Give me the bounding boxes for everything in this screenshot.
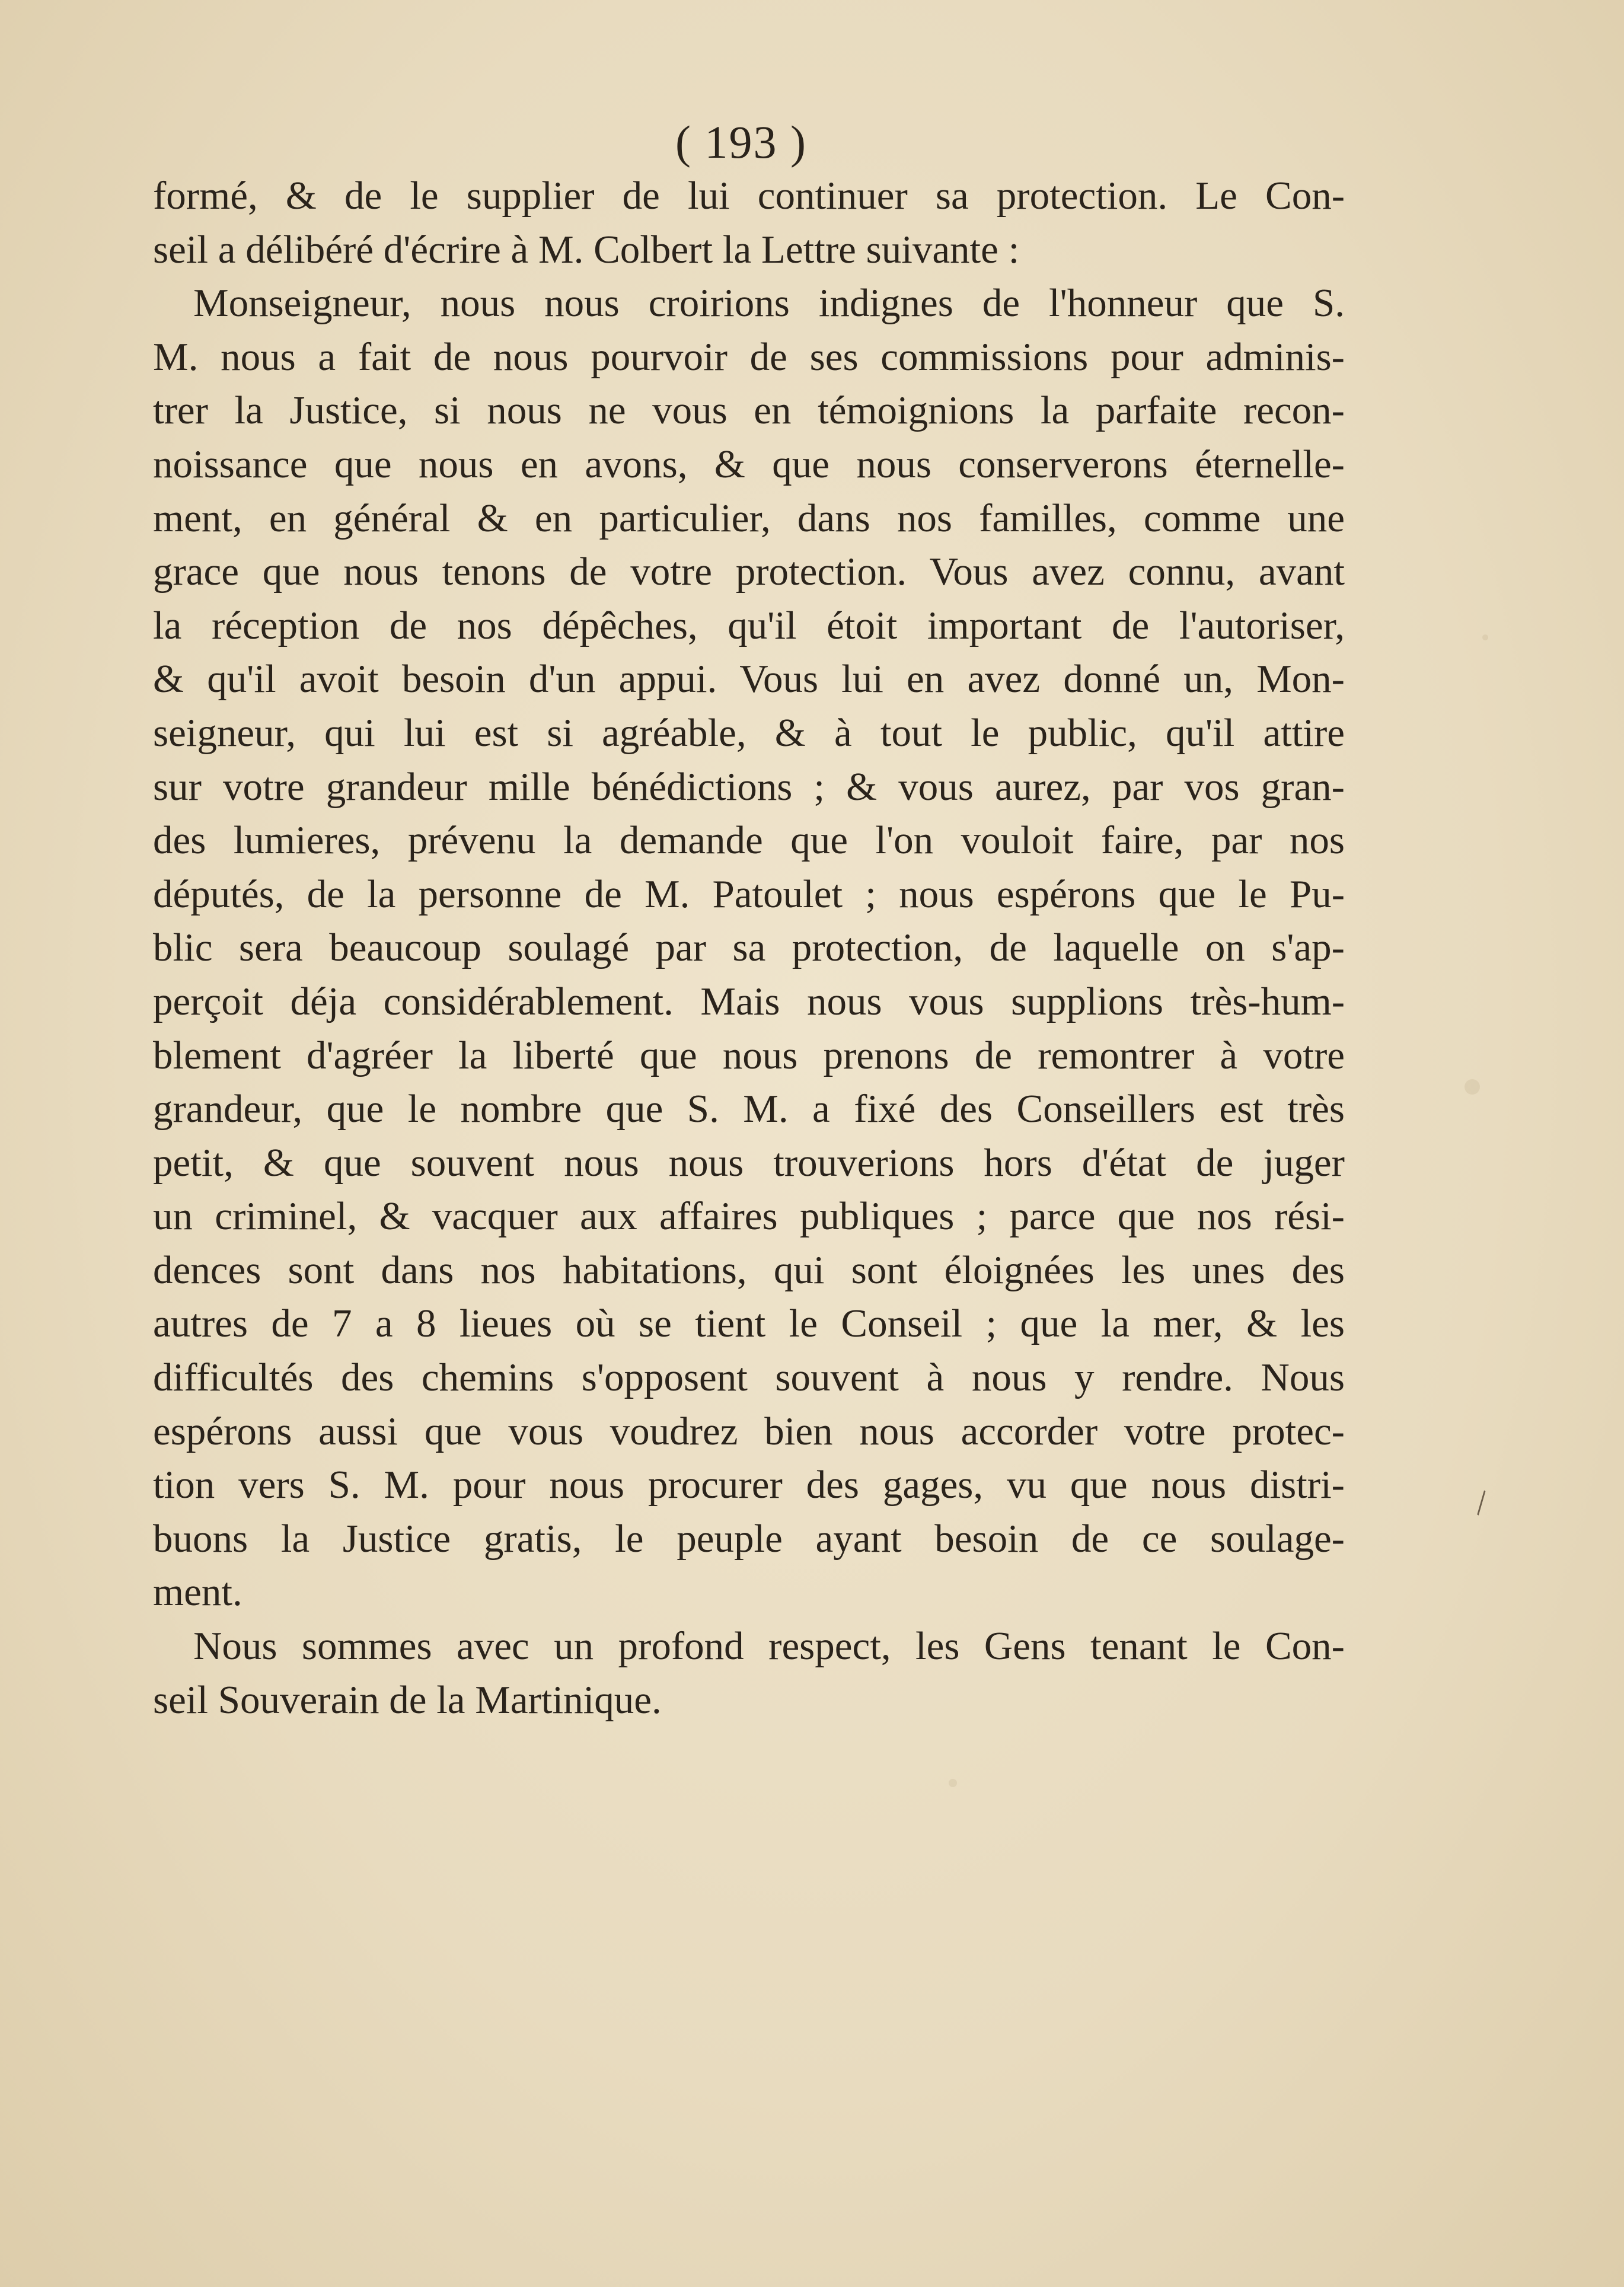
body-text	[153, 169, 1345, 1727]
text-line: espérons aussi que vous voudrez bien nous accorder votre protec-	[153, 1409, 1345, 1453]
text-line: tion vers S. M. pour nous procurer des gages, vu que nous distri-	[153, 1463, 1345, 1507]
text-line: buons la Justice gratis, le peuple ayant besoin de ce soulage-	[153, 1516, 1345, 1561]
text-line: formé, & de le supplier de lui continuer sa protection. Le Con-	[153, 174, 1345, 218]
text-line: trer la Justice, si nous ne vous en témoignions la parfaite recon-	[153, 388, 1345, 433]
text-line: M. nous a fait de nous pourvoir de ses commissions pour adminis-	[153, 334, 1345, 379]
text-line: sur votre grandeur mille bénédictions ; & vous aurez, par vos gran-	[153, 764, 1345, 809]
text-line: dences sont dans nos habitations, qui sont éloignées les unes des	[153, 1248, 1345, 1292]
text-line: Nous sommes avec un profond respect, les Gens tenant le Con-	[193, 1624, 1345, 1669]
text-line: petit, & que souvent nous nous trouverions hors d'état de juger	[153, 1140, 1345, 1185]
text-line: perçoit déja considérablement. Mais nous vous supplions très-hum-	[153, 979, 1345, 1023]
text-line: députés, de la personne de M. Patoulet ; nous espérons que le Pu-	[153, 872, 1345, 916]
page-number: ( 193 )	[675, 116, 807, 168]
text-line: ment, en général & en particulier, dans nos familles, comme une	[153, 496, 1345, 540]
text-line: la réception de nos dépêches, qu'il étoit important de l'autoriser,	[153, 603, 1345, 647]
text-line: blic sera beaucoup soulagé par sa protection, de laquelle on s'ap-	[153, 926, 1345, 970]
text-line: difficultés des chemins s'opposent souvent à nous y rendre. Nous	[153, 1355, 1345, 1400]
text-line: des lumieres, prévenu la demande que l'on vouloit faire, par nos	[153, 818, 1345, 863]
text-line: Monseigneur, nous nous croirions indignes de l'honneur que S.	[193, 281, 1345, 326]
text-line: un criminel, & vacquer aux affaires publiques ; parce que nos rési-	[153, 1194, 1345, 1239]
paper-stain	[1465, 1079, 1480, 1095]
text-line: blement d'agréer la liberté que nous prenons de remontrer à votre	[153, 1033, 1345, 1077]
text-line: & qu'il avoit besoin d'un appui. Vous lui en avez donné un, Mon-	[153, 657, 1345, 701]
text-line: seigneur, qui lui est si agréable, & à tout le public, qu'il attire	[153, 710, 1345, 755]
text-line: autres de 7 a 8 lieues où se tient le Conseil ; que la mer, & les	[153, 1302, 1345, 1346]
text-line: noissance que nous en avons, & que nous conserverons éternelle-	[153, 442, 1345, 486]
text-line: grandeur, que le nombre que S. M. a fixé des Conseillers est très	[153, 1087, 1345, 1131]
paper-stain	[949, 1779, 957, 1787]
margin-stroke-mark: \	[1466, 1484, 1497, 1522]
paper-stain	[1482, 634, 1488, 640]
text-line: ment.	[153, 1570, 243, 1615]
text-line: grace que nous tenons de votre protection. Vous avez connu, avant	[153, 550, 1345, 594]
text-line: seil a délibéré d'écrire à M. Colbert la Lettre suivante :	[153, 227, 1020, 272]
text-line: seil Souverain de la Martinique.	[153, 1677, 662, 1722]
